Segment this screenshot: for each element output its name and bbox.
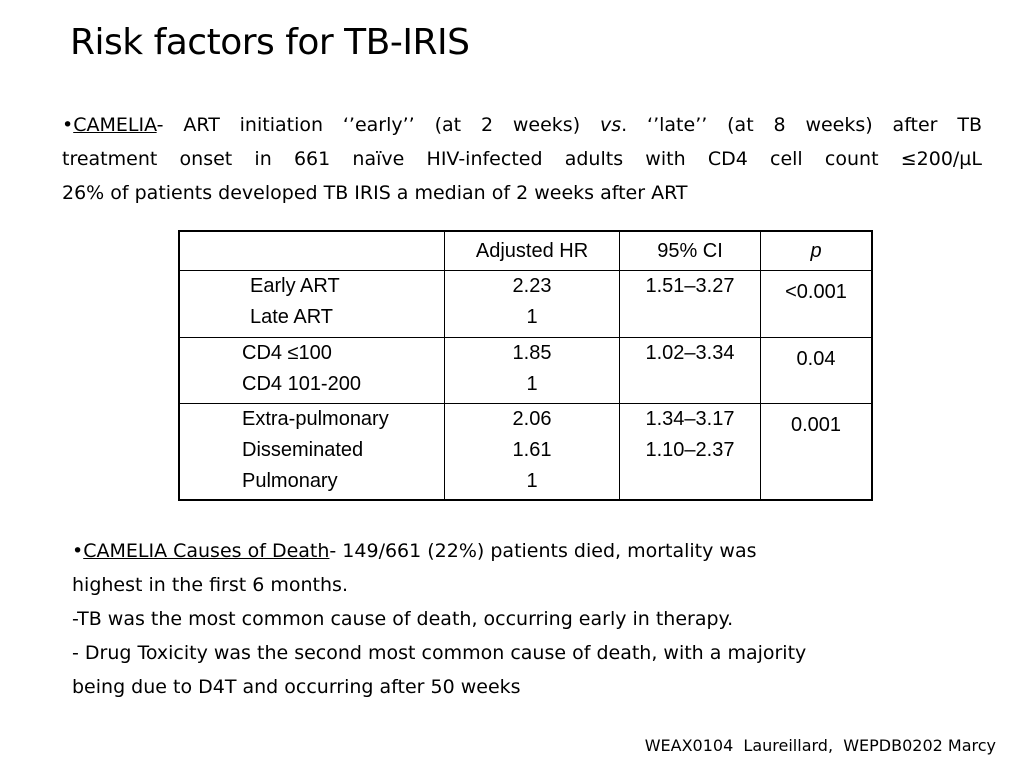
p-value: 0.001 — [761, 404, 873, 500]
row-label: Early ART — [250, 275, 340, 297]
intro-line-3: 26% of patients developed TB IRIS a median of 2 weeks after ART — [62, 182, 688, 204]
row-labels — [179, 271, 445, 338]
study-name: CAMELIA — [73, 114, 157, 136]
row-label: CD4 101-200 — [242, 373, 361, 395]
row-labels — [179, 404, 445, 500]
hr-values — [445, 338, 620, 404]
ci-values — [620, 271, 761, 338]
header-p-text: p — [810, 239, 822, 262]
ci-value: 1.34–3.17 — [645, 408, 735, 430]
hr-value: 1.85 — [512, 342, 552, 364]
deaths-line-4: - Drug Toxicity was the second most common cause of death, with a majority — [72, 642, 807, 664]
hr-value: 2.23 — [512, 275, 552, 297]
camelia-intro — [62, 108, 982, 210]
deaths-line-3: -TB was the most common cause of death, occurring early in therapy. — [72, 608, 734, 630]
deaths-line-1 — [72, 534, 972, 568]
p-value: <0.001 — [761, 271, 873, 338]
row-label: Disseminated — [242, 439, 364, 461]
table-row — [179, 271, 872, 338]
causes-of-death — [72, 534, 972, 704]
deaths-line-5: being due to D4T and occurring after 50 weeks — [72, 676, 521, 698]
table-row — [179, 404, 872, 500]
footer-citation: WEAX0104 Laureillard, WEPDB0202 Marcy — [644, 736, 996, 755]
hr-value: 2.06 — [512, 408, 552, 430]
header-ci: 95% CI — [620, 231, 761, 271]
row-label: Late ART — [250, 306, 334, 328]
risk-factor-table — [178, 230, 873, 501]
row-label: Extra-pulmonary — [242, 408, 389, 430]
bullet: • — [72, 540, 84, 562]
ci-value: 1.02–3.34 — [645, 342, 735, 364]
ci-value: 1.10–2.37 — [645, 439, 735, 461]
deaths-heading: CAMELIA Causes of Death — [83, 540, 330, 562]
ci-values — [620, 338, 761, 404]
header-p — [761, 231, 873, 271]
deaths-line-2: highest in the first 6 months. — [72, 574, 348, 596]
hr-values — [445, 271, 620, 338]
hr-value: 1 — [526, 306, 538, 328]
bullet: • — [62, 114, 74, 136]
intro-text-b: . ‘’late’’ (at 8 weeks) after TB — [621, 114, 983, 136]
table-row — [179, 338, 872, 404]
hr-value: 1 — [526, 373, 538, 395]
hr-value: 1.61 — [512, 439, 552, 461]
intro-line-1 — [62, 108, 982, 142]
hr-values — [445, 404, 620, 500]
slide-title: Risk factors for TB-IRIS — [70, 22, 470, 63]
vs-text: vs — [600, 114, 622, 136]
header-cell-blank — [179, 231, 445, 271]
p-value: 0.04 — [761, 338, 873, 404]
table-header-row — [179, 231, 872, 271]
row-labels — [179, 338, 445, 404]
intro-line-2: treatment onset in 661 naïve HIV-infected adults with CD4 cell count ≤200/µL — [62, 148, 982, 170]
row-label: Pulmonary — [242, 470, 338, 492]
hr-value: 1 — [526, 470, 538, 492]
ci-values — [620, 404, 761, 500]
header-adjusted-hr: Adjusted HR — [445, 231, 620, 271]
intro-text-a: - ART initiation ‘’early’’ (at 2 weeks) — [156, 114, 600, 136]
deaths-line-1-rest: - 149/661 (22%) patients died, mortality was — [329, 540, 757, 562]
row-label: CD4 ≤100 — [242, 342, 332, 364]
ci-value: 1.51–3.27 — [645, 275, 735, 297]
